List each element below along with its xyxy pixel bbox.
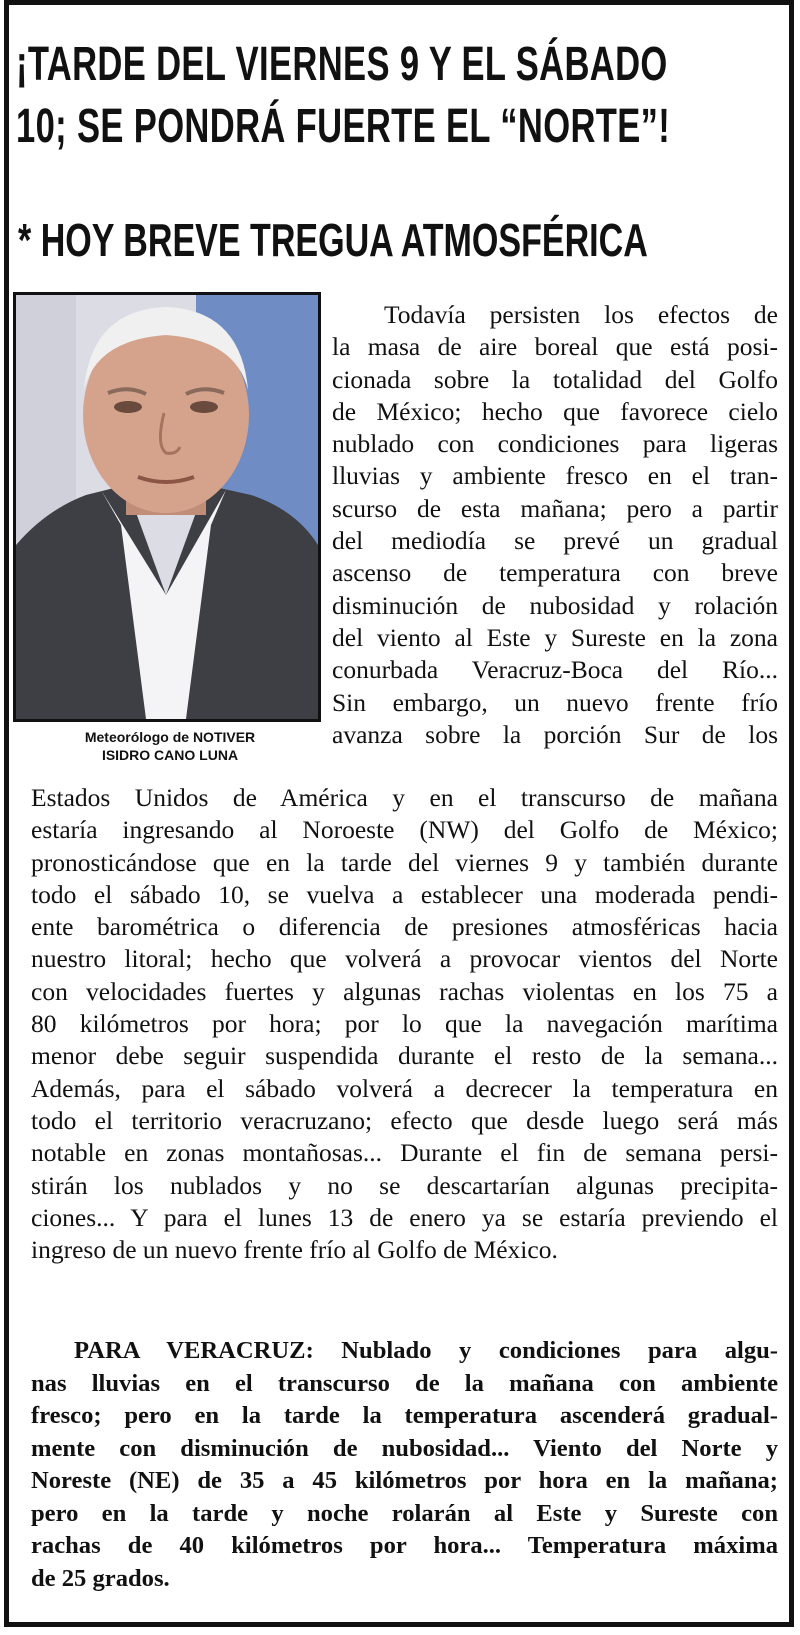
- body-line: todo el sábado 10, se vuelva a establecer una moderada pendi-: [31, 879, 778, 909]
- body-line: conurbada Veracruz-Boca del Río...: [332, 655, 778, 685]
- body-line: pronosticándose que en la tarde del viernes 9 y también durante: [31, 847, 778, 877]
- forecast-line: rachas de 40 kilómetros por hora... Temperatura máxima: [31, 1532, 778, 1559]
- forecast-line: mente con disminución de nubosidad... Viento del Norte y: [31, 1434, 778, 1462]
- body-line: avanza sobre la porción Sur de los: [332, 719, 778, 749]
- body-line: la masa de aire boreal que está posi-: [332, 332, 778, 362]
- forecast-line: Noreste (NE) de 35 a 45 kilómetros por hora en la mañana;: [31, 1467, 778, 1494]
- body-line: notable en zonas montañosas... Durante el fin de semana persi-: [31, 1138, 778, 1168]
- body-line: del viento al Este y Sureste en la zona: [332, 622, 778, 652]
- body-line: estaría ingresando al Noroeste (NW) del Golfo de México;: [31, 815, 778, 845]
- subheadline: * HOY BREVE TREGUA ATMOSFÉRICA: [18, 214, 648, 266]
- body-line: Estados Unidos de América y en el transcurso de mañana: [31, 783, 778, 812]
- body-line: Sin embargo, un nuevo frente frío: [332, 687, 778, 717]
- headline-line-2: 10; SE PONDRÁ FUERTE EL “NORTE”!: [16, 100, 671, 153]
- caption-line-2: ISIDRO CANO LUNA: [101, 747, 239, 763]
- article-full-width: [31, 782, 778, 1266]
- forecast-line: nas lluvias en el transcurso de la mañana con ambiente: [31, 1369, 778, 1397]
- body-line: Todavía persisten los efectos de: [384, 300, 778, 329]
- forecast-line: fresco; pero en la tarde la temperatura ascenderá gradual-: [31, 1402, 778, 1429]
- body-line: de México; hecho que favorece cielo: [332, 396, 778, 426]
- body-line: ascenso de temperatura con breve: [332, 558, 778, 588]
- body-line: del mediodía se prevé un gradual: [332, 526, 778, 556]
- body-line: ingreso de un nuevo frente frío al Golfo de México.: [31, 1235, 558, 1265]
- body-line: ente barométrica o diferencia de presiones atmosféricas hacia: [31, 912, 778, 942]
- body-line: con velocidades fuertes y algunas rachas violentas en los 75 a: [31, 976, 778, 1006]
- body-line: todo el territorio veracruzano; efecto que desde luego será más: [31, 1105, 778, 1135]
- caption-line-1: Meteorólogo de NOTIVER: [84, 729, 256, 745]
- body-line: ciones... Y para el lunes 13 de enero ya se estaría previendo el: [31, 1202, 778, 1232]
- body-line: nuestro litoral; hecho que volverá a provocar vientos del Norte: [31, 944, 778, 974]
- body-line: 80 kilómetros por hora; por lo que la navegación marítima: [31, 1009, 778, 1039]
- meteorologist-photo: [13, 292, 321, 722]
- veracruz-forecast: [31, 1335, 778, 1595]
- body-line: Además, para el sábado volverá a decrecer la temperatura en: [31, 1073, 778, 1103]
- body-line: menor debe seguir suspendida durante el resto de la semana...: [31, 1041, 778, 1071]
- body-line: cionada sobre la totalidad del Golfo: [332, 364, 778, 394]
- body-line: disminución de nubosidad y rolación: [332, 590, 778, 620]
- body-line: nublado con condiciones para ligeras: [332, 429, 778, 459]
- body-line: stirán los nublados y no se descartarían algunas precipita-: [31, 1170, 778, 1200]
- body-line: lluvias y ambiente fresco en el tran-: [332, 461, 778, 491]
- forecast-line: de 25 grados.: [31, 1564, 170, 1592]
- article-right-column: [332, 299, 778, 751]
- body-line: scurso de esta mañana; pero a partir: [332, 493, 778, 523]
- headline-line-1: ¡TARDE DEL VIERNES 9 Y EL SÁBADO: [16, 38, 668, 91]
- photo-caption: [22, 728, 318, 764]
- forecast-line: PARA VERACRUZ: Nublado y condiciones para algu-: [74, 1337, 778, 1364]
- portrait-image: [16, 295, 318, 719]
- headline: [16, 34, 671, 158]
- forecast-line: pero en la tarde y noche rolarán al Este y Sureste con: [31, 1499, 778, 1527]
